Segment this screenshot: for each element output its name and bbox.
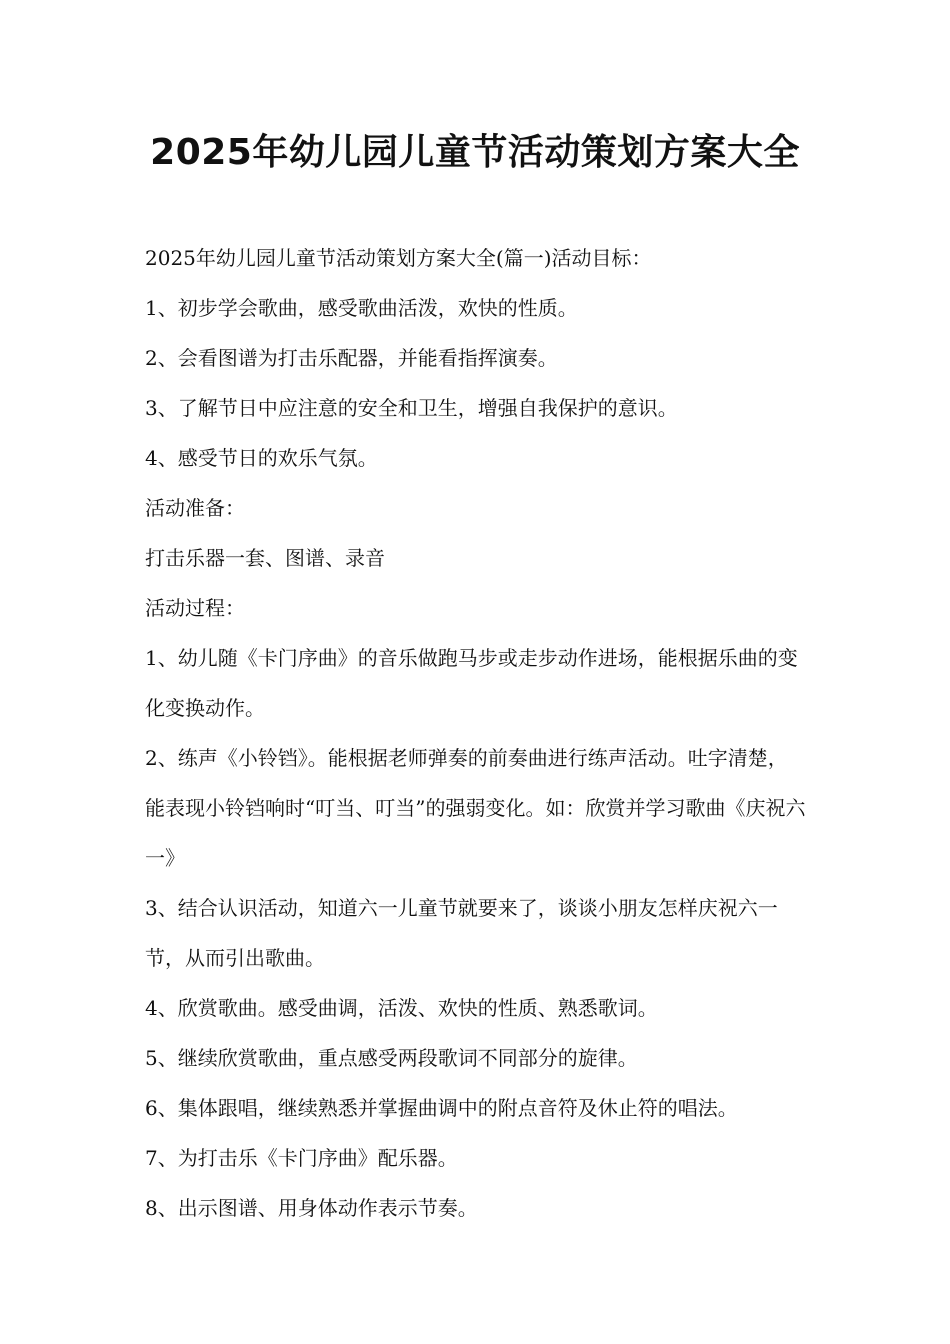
paragraph-step-8: 8、出示图谱、用身体动作表示节奏。 [145, 1196, 478, 1220]
paragraph-process-heading: 活动过程： [145, 596, 245, 620]
paragraph-goal-4: 4、感受节日的欢乐气氛。 [145, 446, 378, 470]
paragraph-goal-3: 3、了解节日中应注意的安全和卫生，增强自我保护的意识。 [145, 396, 678, 420]
paragraph-step-7: 7、为打击乐《卡门序曲》配乐器。 [145, 1146, 458, 1170]
paragraph-step-1: 1、幼儿随《卡门序曲》的音乐做跑马步或走步动作进场，能根据乐曲的变化变换动作。 [145, 646, 798, 720]
document-body [145, 233, 807, 1233]
paragraph-prep-heading: 活动准备： [145, 496, 245, 520]
paragraph-step-3: 3、结合认识活动，知道六一儿童节就要来了，谈谈小朋友怎样庆祝六一节，从而引出歌曲。 [145, 896, 778, 970]
paragraph-step-2: 2、练声《小铃铛》。能根据老师弹奏的前奏曲进行练声活动。吐字清楚，能表现小铃铛响时“叮当、叮当”的强弱变化。如：欣赏并学习歌曲《庆祝六一》 [145, 746, 806, 870]
paragraph-prep-items: 打击乐器一套、图谱、录音 [145, 546, 385, 570]
paragraph-goal-1: 1、初步学会歌曲，感受歌曲活泼，欢快的性质。 [145, 296, 578, 320]
paragraph-intro: 2025年幼儿园儿童节活动策划方案大全(篇一)活动目标： [145, 246, 652, 270]
document-title: 2025年幼儿园儿童节活动策划方案大全 [150, 132, 800, 173]
paragraph-step-6: 6、集体跟唱，继续熟悉并掌握曲调中的附点音符及休止符的唱法。 [145, 1096, 738, 1120]
paragraph-step-4: 4、欣赏歌曲。感受曲调，活泼、欢快的性质、熟悉歌词。 [145, 996, 658, 1020]
paragraph-step-5: 5、继续欣赏歌曲，重点感受两段歌词不同部分的旋律。 [145, 1046, 638, 1070]
paragraph-goal-2: 2、会看图谱为打击乐配器，并能看指挥演奏。 [145, 346, 558, 370]
